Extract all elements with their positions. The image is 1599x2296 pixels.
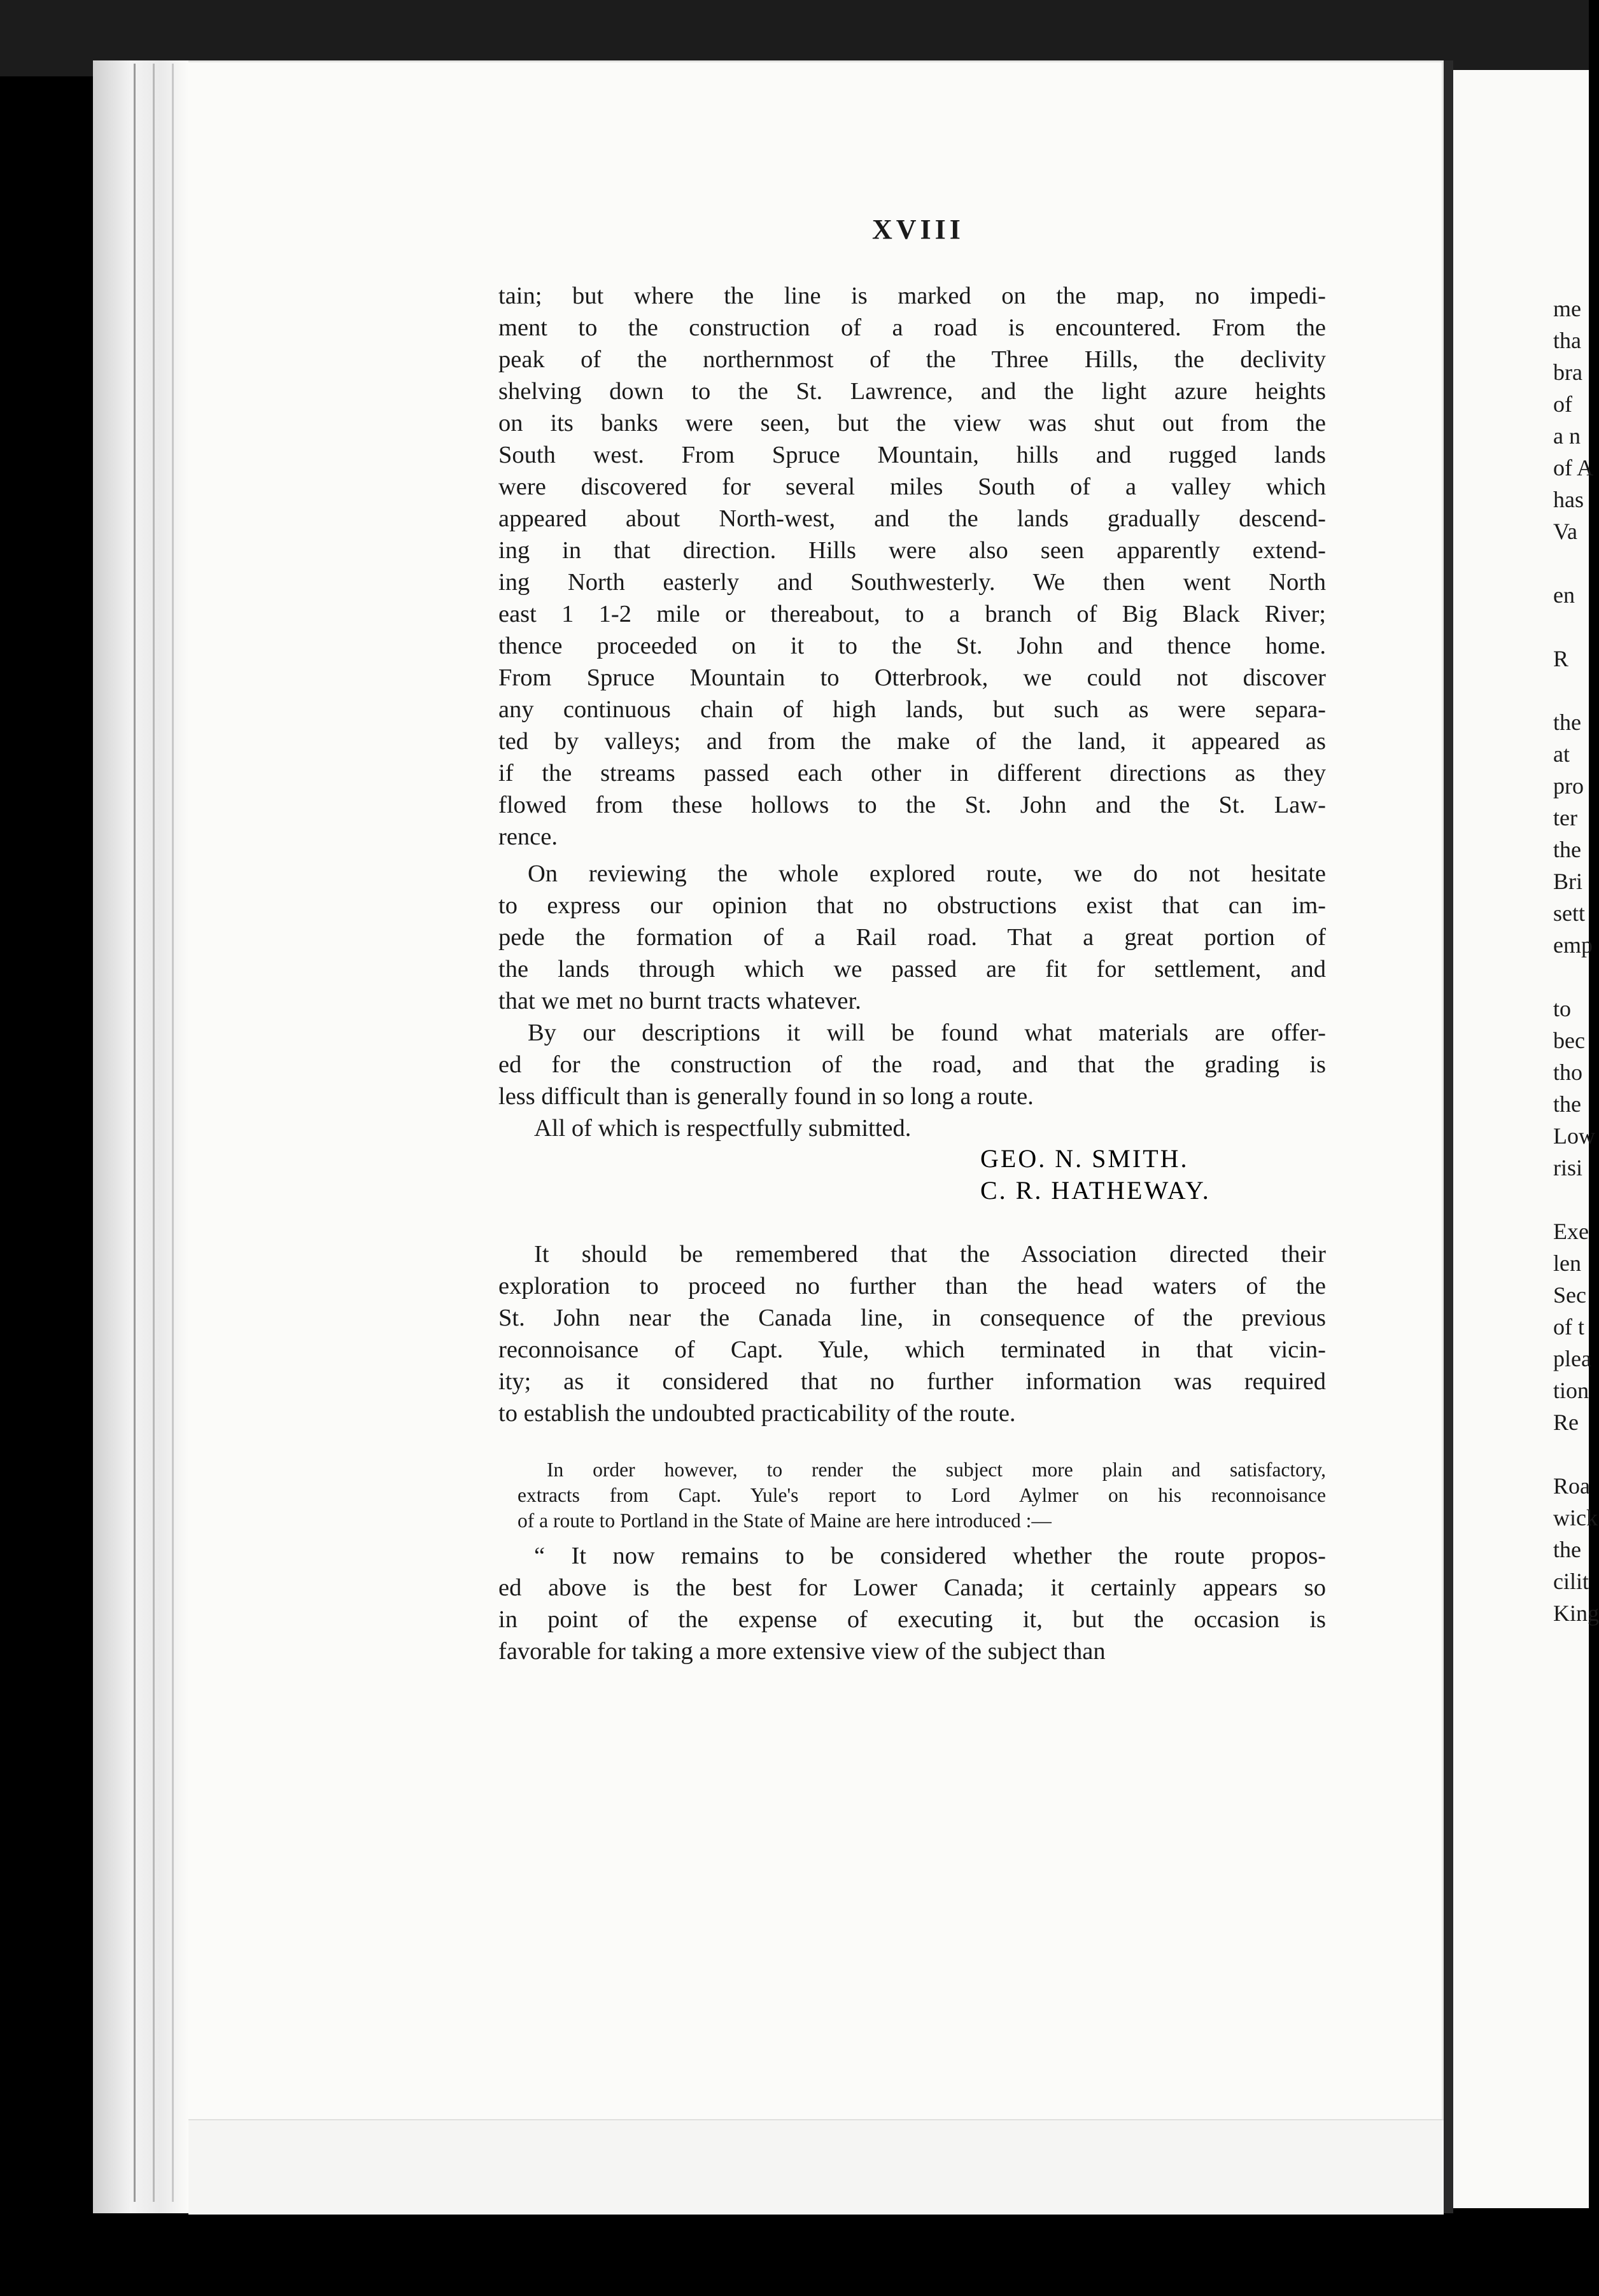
text-line: extracts from Capt. Yule's report to Lord Aylmer on his reconnoisance <box>518 1484 1326 1506</box>
text-line: St. John near the Canada line, in consequence of the previous <box>498 1305 1326 1331</box>
page-header: XVIII <box>872 214 964 245</box>
text-line: In order however, to render the subject more plain and satisfactory, <box>547 1459 1326 1481</box>
right-page-fragment: risi <box>1553 1155 1583 1180</box>
right-page-fragment: the <box>1553 1537 1581 1562</box>
text-line: ing in that direction. Hills were also seen apparently extend- <box>498 537 1326 564</box>
right-page-fragment: a n <box>1553 423 1581 449</box>
right-page-fragment: Bri <box>1553 869 1583 894</box>
text-line: ed for the construction of the road, and that the grading is <box>498 1051 1326 1078</box>
text-line: less difficult than is generally found in so long a route. <box>498 1083 1034 1110</box>
right-page-fragment: the <box>1553 1091 1581 1117</box>
right-page-fragment: bec <box>1553 1028 1585 1053</box>
right-page-fragment: Sec <box>1553 1282 1586 1308</box>
paragraph-body-5 <box>498 1540 1326 1667</box>
right-page-fragment: tha <box>1553 328 1581 353</box>
text-line: ment to the construction of a road is encountered. From the <box>498 314 1326 341</box>
right-page-fragment: Va <box>1553 519 1577 544</box>
text-line: were discovered for several miles South of a valley which <box>498 473 1326 500</box>
spine-line <box>153 64 155 2202</box>
page-spine-shadow <box>93 60 188 2213</box>
right-page-fragment: bra <box>1553 360 1582 385</box>
editorial-note <box>518 1457 1326 1534</box>
paragraph-body-2 <box>498 858 1326 1017</box>
text-line: tain; but where the line is marked on the map, no impedi- <box>498 283 1326 309</box>
page-gutter <box>1444 60 1453 2213</box>
text-line: ed above is the best for Lower Canada; it certainly appears so <box>498 1574 1326 1601</box>
text-line: flowed from these hollows to the St. John and the St. Law- <box>498 792 1326 818</box>
right-page-fragment: en <box>1553 582 1575 608</box>
text-line: It should be remembered that the Association directed their <box>534 1241 1326 1268</box>
right-page-fragment: of A <box>1553 455 1593 480</box>
right-page-fragment: Exe <box>1553 1219 1589 1244</box>
closing-line <box>498 1112 1326 1144</box>
right-page-fragment: at <box>1553 741 1570 767</box>
right-page-fragment: plea <box>1553 1346 1591 1371</box>
right-page-fragment: Low <box>1553 1123 1595 1149</box>
right-page-fragment: len <box>1553 1250 1581 1276</box>
right-page-fragment: emp <box>1553 932 1593 958</box>
right-page-fragment: wick <box>1553 1505 1598 1530</box>
right-page-fragment: Re <box>1553 1410 1579 1435</box>
text-line: By our descriptions it will be found what materials are offer- <box>528 1019 1326 1046</box>
text-line: South west. From Spruce Mountain, hills and rugged lands <box>498 442 1326 468</box>
right-page-fragment: of <box>1553 391 1572 417</box>
text-line: that we met no burnt tracts whatever. <box>498 988 861 1014</box>
right-page-fragment: pro <box>1553 773 1584 799</box>
text-line: ity; as it considered that no further information was required <box>498 1368 1326 1395</box>
text-line: in point of the expense of executing it, but the occasion is <box>498 1606 1326 1633</box>
closing-text: All of which is respectfully submitted. <box>534 1115 912 1142</box>
signature-1: GEO. N. SMITH. <box>980 1144 1189 1173</box>
text-line: to establish the undoubted practicability of the route. <box>498 1400 1016 1427</box>
right-page-fragment: R <box>1553 646 1569 671</box>
right-page-fragment: Roa <box>1553 1473 1590 1499</box>
text-line: favorable for taking a more extensive view of the subject than <box>498 1638 1106 1665</box>
text-line: exploration to proceed no further than the head waters of the <box>498 1273 1326 1299</box>
right-page-fragment: tion <box>1553 1378 1589 1403</box>
right-page-fragment: to <box>1553 996 1572 1021</box>
right-page-fragment: tho <box>1553 1060 1583 1085</box>
text-line: On reviewing the whole explored route, we do not hesitate <box>528 860 1326 887</box>
text-line: ing North easterly and Southwesterly. We then went North <box>498 569 1326 596</box>
text-line: ted by valleys; and from the make of the land, it appeared as <box>498 728 1326 755</box>
right-page-fragment: sett <box>1553 900 1585 926</box>
text-line: on its banks were seen, but the view was shut out from the <box>498 410 1326 437</box>
text-line: thence proceeded on it to the St. John and thence home. <box>498 633 1326 659</box>
text-line: peak of the northernmost of the Three Hills, the declivity <box>498 346 1326 373</box>
right-page-fragment: has <box>1553 487 1584 512</box>
text-line: From Spruce Mountain to Otterbrook, we could not discover <box>498 664 1326 691</box>
text-line: any continuous chain of high lands, but such as were separa- <box>498 696 1326 723</box>
paragraph-body-1 <box>498 280 1326 853</box>
text-line: to express our opinion that no obstructions exist that can im- <box>498 892 1326 919</box>
text-line: east 1 1-2 mile or thereabout, to a branch of Big Black River; <box>498 601 1326 627</box>
right-page-fragment: the <box>1553 837 1581 862</box>
text-line: the lands through which we passed are fit for settlement, and <box>498 956 1326 983</box>
spine-line <box>134 64 136 2202</box>
right-page-fragment: of t <box>1553 1314 1584 1340</box>
paragraph-body-3 <box>498 1017 1326 1112</box>
text-line: of a route to Portland in the State of Maine are here introduced :— <box>518 1509 1052 1532</box>
paragraph-body-4 <box>498 1238 1326 1429</box>
right-page-fragment: the <box>1553 710 1581 735</box>
signature-2: C. R. HATHEWAY. <box>980 1176 1211 1205</box>
text-line: if the streams passed each other in different directions as they <box>498 760 1326 787</box>
text-line: appeared about North-west, and the lands gradually descend- <box>498 505 1326 532</box>
text-line: rence. <box>498 823 558 850</box>
right-page-fragment: King <box>1553 1600 1599 1626</box>
spine-line <box>172 64 174 2202</box>
text-line: “ It now remains to be considered whether the route propos- <box>534 1543 1326 1569</box>
right-page-fragment: ter <box>1553 805 1577 830</box>
right-page-fragment: cilit <box>1553 1569 1589 1594</box>
text-line: reconnoisance of Capt. Yule, which terminated in that vicin- <box>498 1336 1326 1363</box>
text-line: pede the formation of a Rail road. That a great portion of <box>498 924 1326 951</box>
right-page-fragment: me <box>1553 296 1581 321</box>
page-bottom-fold <box>188 2119 1444 2215</box>
text-line: shelving down to the St. Lawrence, and the light azure heights <box>498 378 1326 405</box>
